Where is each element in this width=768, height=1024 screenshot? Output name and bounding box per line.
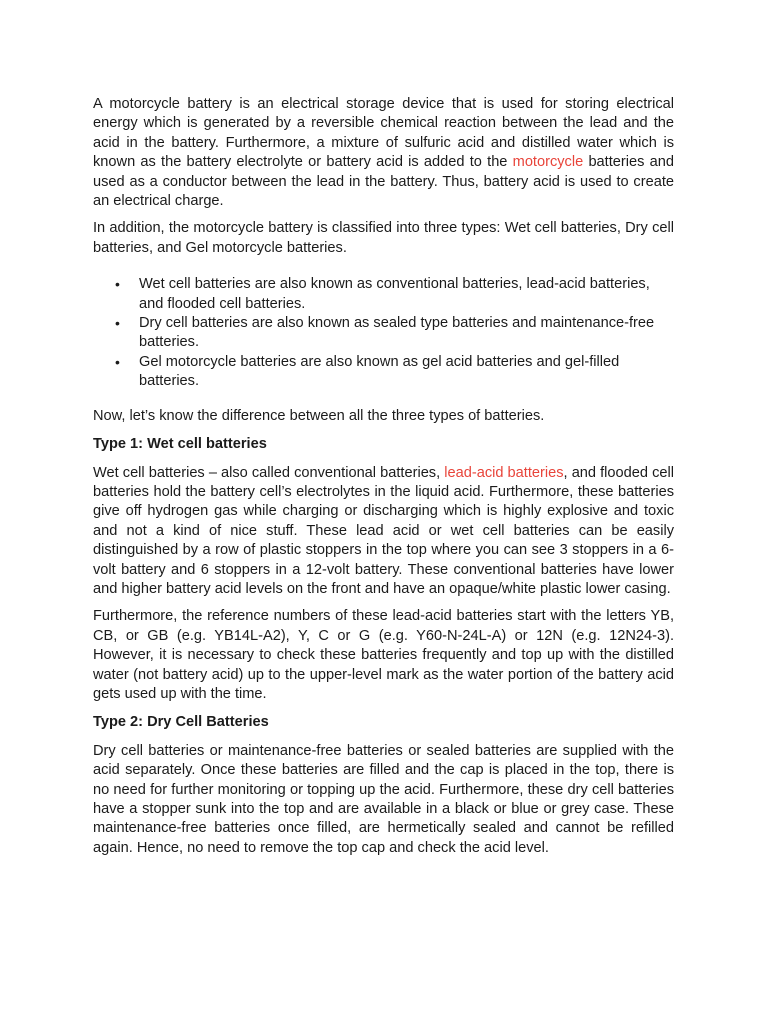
- list-item: • Gel motorcycle batteries are also known as gel acid batteries and gel-filled batteries.: [139, 353, 674, 392]
- list-item: • Dry cell batteries are also known as sealed type batteries and maintenance-free batteries.: [139, 314, 674, 353]
- lead-acid-batteries-link[interactable]: lead-acid batteries: [444, 464, 564, 481]
- type1-text-end: , and flooded cell batteries hold the battery cell’s electrolytes in the liquid acid. Furthermore, these batteries give off hydrogen gas while charging or discharging which is highly explosive and toxic and not a kind of nice stuff. These lead acid or wet cell batteries can be easily distinguished by a row of plastic stoppers in the top where you can see 3 stoppers in a 6-volt battery and 6 stoppers in a 12-volt battery. These conventional batteries have lower and higher battery acid levels on the front and have an opaque/white plastic lower casing.: [93, 464, 674, 597]
- type1-text-start: Wet cell batteries – also called conventional batteries,: [93, 464, 445, 481]
- type1-paragraph-1: [93, 464, 674, 600]
- type2-heading: Type 2: Dry Cell Batteries: [93, 714, 269, 731]
- intro-text-start: A motorcycle battery is an electrical storage device that is used for storing electrical energy which is generated by a reversible chemical reaction between the lead and the acid in the battery. Furthermore, a mixture of sulfuric acid and distilled water which is known as the battery electrolyte or battery acid is added to the: [93, 96, 674, 171]
- type2-paragraph-1: Dry cell batteries or maintenance-free batteries or sealed batteries are supplied with the acid separately. Once these batteries are filled and the cap is placed in the top, there is no need for further monitoring or topping up the acid. Furthermore, these dry cell batteries have a stopper sunk into the top and are available in a black or blue or grey case. These maintenance-free batteries once filled, are hermetically sealed and cannot be refilled again. Hence, no need to remove the top cap and check the acid level.: [93, 742, 674, 856]
- transition-paragraph: Now, let’s know the difference between all the three types of batteries.: [93, 407, 545, 424]
- type1-heading: Type 1: Wet cell batteries: [93, 436, 267, 453]
- list-item: • Wet cell batteries are also known as conventional batteries, lead-acid batteries, and flooded cell batteries.: [139, 275, 674, 314]
- intro-text-end: batteries and used as a conductor between the lead in the battery. Thus, battery acid is used to create an electrical charge.: [93, 154, 674, 210]
- classification-paragraph: In addition, the motorcycle battery is classified into three types: Wet cell batteries, Dry cell batteries, and Gel motorcycle batteries.: [93, 220, 674, 256]
- battery-types-list: [93, 275, 674, 391]
- intro-paragraph: [93, 95, 674, 211]
- type1-paragraph-2: Furthermore, the reference numbers of these lead-acid batteries start with the letters YB, CB, or GB (e.g. YB14L-A2), Y, C or G (e.g. Y60-N-24L-A) or 12N (e.g. 12N24-3). However, it is necessary to check these batteries frequently and top up with the distilled water (not battery acid) up to the upper-level mark as the water portion of the battery acid gets used up with the time.: [93, 608, 674, 702]
- motorcycle-link[interactable]: motorcycle: [512, 154, 584, 171]
